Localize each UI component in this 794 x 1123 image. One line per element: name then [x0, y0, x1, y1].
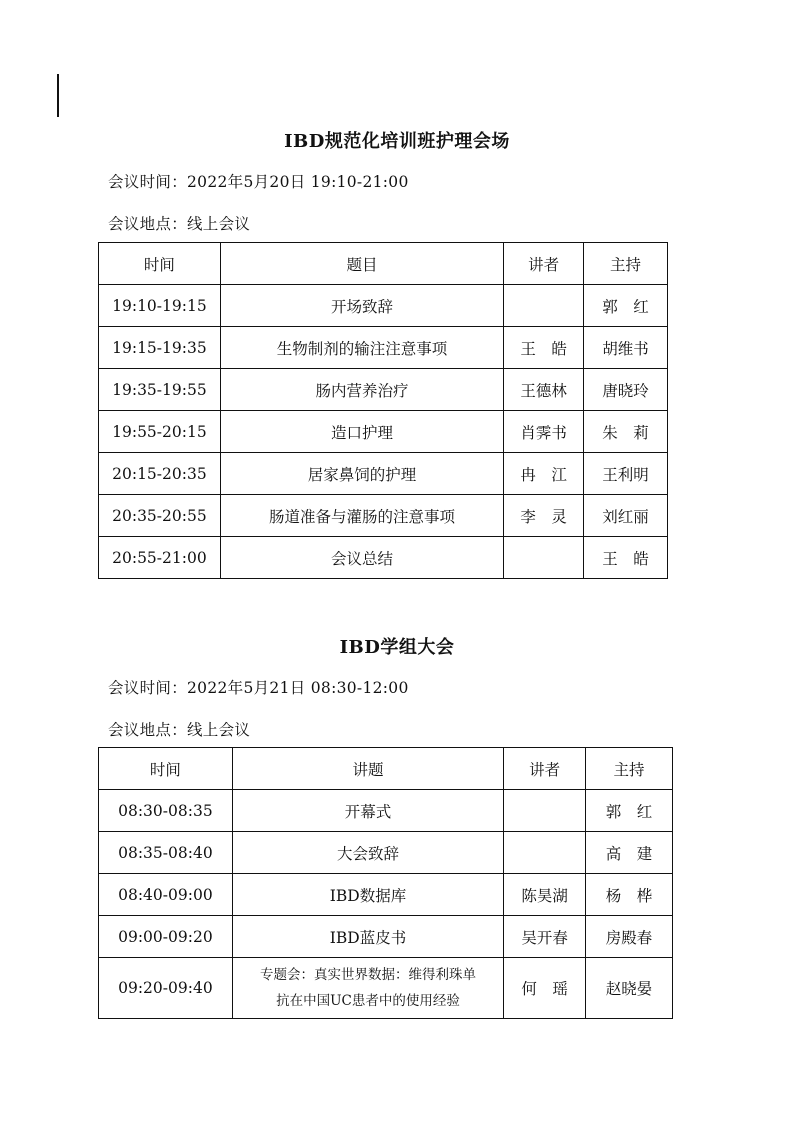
cell-topic: [232, 958, 503, 1019]
session1-schedule-table: [98, 242, 668, 579]
cell-speaker: [504, 790, 586, 832]
cell-topic: 居家鼻饲的护理: [220, 453, 503, 495]
session2-title: IBD学组大会: [339, 637, 455, 658]
cell-host: 刘红丽: [584, 495, 668, 537]
cell-speaker: 冉 江: [504, 453, 584, 495]
session2-schedule-table: [98, 747, 673, 1019]
cell-host: 胡维书: [584, 327, 668, 369]
table-row: [99, 285, 668, 327]
cell-time: 20:15-20:35: [99, 453, 221, 495]
table-row: [99, 327, 668, 369]
table-row: [99, 411, 668, 453]
table-row: [99, 832, 673, 874]
cell-topic: 开场致辞: [220, 285, 503, 327]
cell-speaker: 肖霁书: [504, 411, 584, 453]
cell-time: 20:55-21:00: [99, 537, 221, 579]
cell-time: 19:55-20:15: [99, 411, 221, 453]
cell-topic: 肠道准备与灌肠的注意事项: [220, 495, 503, 537]
table-header-row: [99, 243, 668, 285]
cell-speaker: 李 灵: [504, 495, 584, 537]
cell-host: 朱 莉: [584, 411, 668, 453]
cell-host: 唐晓玲: [584, 369, 668, 411]
cell-time: 09:20-09:40: [99, 958, 233, 1019]
cell-topic-line-2: 抗在中国UC患者中的使用经验: [276, 993, 460, 1009]
cell-time: 20:35-20:55: [99, 495, 221, 537]
cell-topic: IBD数据库: [232, 874, 503, 916]
table-row: [99, 958, 673, 1019]
header-time: 时间: [99, 243, 221, 285]
header-topic: 讲题: [232, 748, 503, 790]
cell-topic: 造口护理: [220, 411, 503, 453]
cell-time: 08:35-08:40: [99, 832, 233, 874]
cell-host: 高 建: [586, 832, 673, 874]
table-row: [99, 874, 673, 916]
cell-time: 19:35-19:55: [99, 369, 221, 411]
cell-host: 郭 红: [586, 790, 673, 832]
table-row: [99, 495, 668, 537]
cell-time: 09:00-09:20: [99, 916, 233, 958]
cell-speaker: 吴开春: [504, 916, 586, 958]
cell-speaker: 何 瑶: [504, 958, 586, 1019]
text-cursor: [57, 74, 59, 117]
table-row: [99, 916, 673, 958]
cell-time: 08:30-08:35: [99, 790, 233, 832]
cell-host: 王利明: [584, 453, 668, 495]
header-time: 时间: [99, 748, 233, 790]
cell-speaker: [504, 537, 584, 579]
session1-time: 会议时间：2022年5月20日 19:10-21:00: [108, 173, 409, 191]
cell-topic: 肠内营养治疗: [220, 369, 503, 411]
cell-host: 杨 桦: [586, 874, 673, 916]
header-host: 主持: [584, 243, 668, 285]
header-topic: 题目: [220, 243, 503, 285]
cell-speaker: 王 皓: [504, 327, 584, 369]
header-speaker: 讲者: [504, 243, 584, 285]
cell-topic: 大会致辞: [232, 832, 503, 874]
cell-topic: IBD蓝皮书: [232, 916, 503, 958]
cell-host: 王 皓: [584, 537, 668, 579]
cell-host: 房殿春: [586, 916, 673, 958]
cell-topic: 开幕式: [232, 790, 503, 832]
table-row: [99, 453, 668, 495]
table-row: [99, 537, 668, 579]
session1-title: IBD规范化培训班护理会场: [284, 131, 510, 152]
session1-place: 会议地点：线上会议: [108, 215, 251, 233]
session2-time: 会议时间：2022年5月21日 08:30-12:00: [108, 679, 409, 697]
header-host: 主持: [586, 748, 673, 790]
cell-speaker: 陈昊湖: [504, 874, 586, 916]
header-speaker: 讲者: [504, 748, 586, 790]
cell-host: 郭 红: [584, 285, 668, 327]
session2-place: 会议地点：线上会议: [108, 721, 251, 739]
table-header-row: [99, 748, 673, 790]
table-row: [99, 369, 668, 411]
cell-topic-line-1: 专题会：真实世界数据：维得利珠单: [260, 967, 477, 983]
table-row: [99, 790, 673, 832]
cell-topic: 会议总结: [220, 537, 503, 579]
cell-time: 08:40-09:00: [99, 874, 233, 916]
cell-speaker: [504, 832, 586, 874]
cell-speaker: [504, 285, 584, 327]
cell-host: 赵晓晏: [586, 958, 673, 1019]
cell-time: 19:15-19:35: [99, 327, 221, 369]
cell-speaker: 王德林: [504, 369, 584, 411]
cell-time: 19:10-19:15: [99, 285, 221, 327]
cell-topic: 生物制剂的输注注意事项: [220, 327, 503, 369]
